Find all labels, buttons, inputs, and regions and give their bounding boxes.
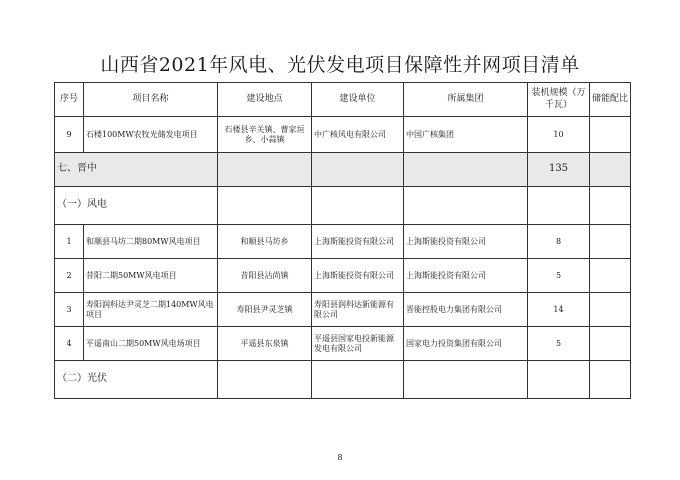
cell-capacity: 5 <box>528 327 590 361</box>
header-project-name: 项目名称 <box>84 83 218 117</box>
cell-company: 寿阳县润科达新能源有限公司 <box>312 293 404 327</box>
header-storage: 储能配比 <box>590 83 631 117</box>
cell-index: 9 <box>55 117 84 153</box>
cell-capacity: 10 <box>528 117 590 153</box>
cell-location: 平遥县东泉镇 <box>218 327 312 361</box>
cell-group: 晋能控股电力集团有限公司 <box>404 293 528 327</box>
cell-location: 石楼县辛关镇、曹家垣乡、小蒜镇 <box>218 117 312 153</box>
cell-company: 上海斯能投资有限公司 <box>312 225 404 259</box>
header-index: 序号 <box>55 83 84 117</box>
cell-company: 上海斯能投资有限公司 <box>312 259 404 293</box>
cell-storage <box>590 293 631 327</box>
table-row <box>55 259 631 293</box>
cell-capacity: 8 <box>528 225 590 259</box>
project-table <box>54 82 631 399</box>
cell-group: 国家电力投资集团有限公司 <box>404 327 528 361</box>
cell-storage <box>590 117 631 153</box>
cell-project-name: 寿阳润科达尹灵芝二期140MW风电项目 <box>84 293 218 327</box>
cell-location: 昔阳县沾尚镇 <box>218 259 312 293</box>
table-row <box>55 225 631 259</box>
section-label-pv: （二）光伏 <box>55 361 218 399</box>
cell-index: 3 <box>55 293 84 327</box>
cell-project-name: 昔阳二期50MW风电项目 <box>84 259 218 293</box>
cell-location: 和顺县马坊乡 <box>218 225 312 259</box>
header-capacity: 装机规模（万千瓦） <box>528 83 590 117</box>
cell-storage <box>590 259 631 293</box>
header-location: 建设地点 <box>218 83 312 117</box>
page-number: 8 <box>337 453 343 462</box>
cell-company: 中广核风电有限公司 <box>312 117 404 153</box>
cell-storage <box>590 327 631 361</box>
cell-storage <box>590 225 631 259</box>
cell-project-name: 和顺县马坊二期80MW风电项目 <box>84 225 218 259</box>
cell-location: 寿阳县尹灵芝镇 <box>218 293 312 327</box>
cell-group: 上海斯能投资有限公司 <box>404 259 528 293</box>
cell-index: 1 <box>55 225 84 259</box>
cell-index: 4 <box>55 327 84 361</box>
cell-group: 中国广核集团 <box>404 117 528 153</box>
header-company: 建设单位 <box>312 83 404 117</box>
cell-group: 上海斯能投资有限公司 <box>404 225 528 259</box>
cell-project-name: 平遥南山二期50MW风电场项目 <box>84 327 218 361</box>
cell-capacity: 5 <box>528 259 590 293</box>
header-row <box>55 83 631 117</box>
document-title: 山西省2021年风电、光伏发电项目保障性并网项目清单 <box>100 54 580 76</box>
cell-capacity: 14 <box>528 293 590 327</box>
table-row <box>55 117 631 153</box>
section-row-wind <box>55 187 631 225</box>
section-label-wind: （一）风电 <box>55 187 218 225</box>
cell-index: 2 <box>55 259 84 293</box>
table-row <box>55 327 631 361</box>
section-row-pv <box>55 361 631 399</box>
cell-project-name: 石楼100MW农牧光储发电项目 <box>84 117 218 153</box>
cell-company: 平遥县国家电投新能源发电有限公司 <box>312 327 404 361</box>
table-row <box>55 293 631 327</box>
region-capacity: 135 <box>528 153 590 187</box>
region-label: 七、晋中 <box>55 153 218 187</box>
region-row <box>55 153 631 187</box>
header-group: 所属集团 <box>404 83 528 117</box>
